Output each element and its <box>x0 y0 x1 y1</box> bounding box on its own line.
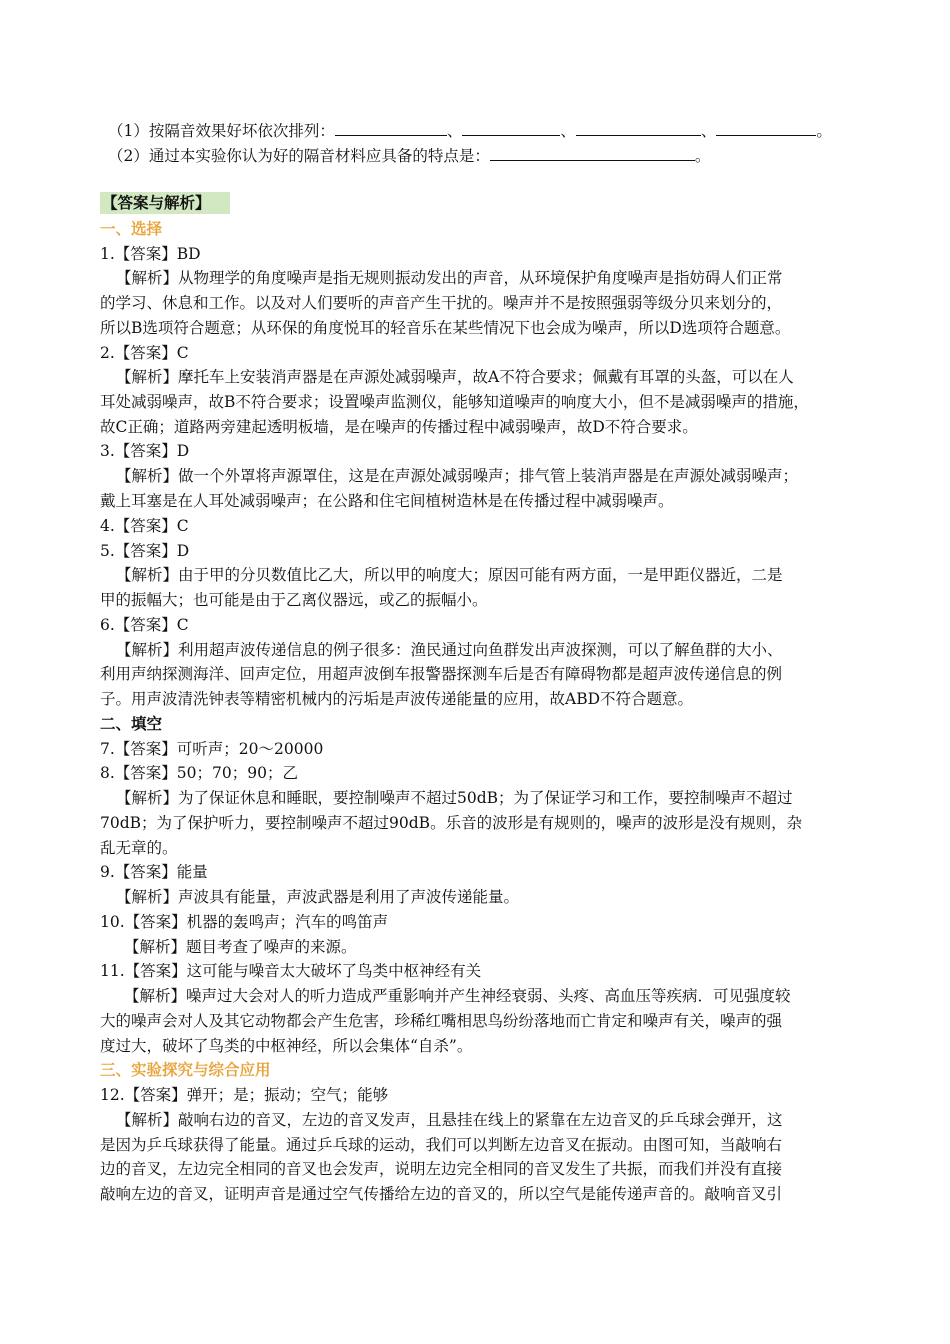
explanation-line: 【解析】做一个外罩将声源罩住，这是在声源处减弱噪声；排气管上装消声器是在声源处减弱噪声； <box>116 467 799 485</box>
answer-10: 10.【答案】机器的轰鸣声；汽车的鸣笛声 <box>100 913 389 931</box>
answer-4: 4.【答案】C <box>100 517 189 535</box>
explanation-line: 度过大，破坏了鸟类的中枢神经，所以会集体“自杀”。 <box>100 1037 473 1055</box>
blank-2[interactable] <box>462 120 560 136</box>
explanation-line: 乱无章的。 <box>100 839 178 857</box>
answer-5: 5.【答案】D <box>100 542 190 560</box>
section-title-1: 一、选择 <box>100 220 163 238</box>
answer-7: 7.【答案】可听声；20～20000 <box>100 740 324 758</box>
answer-3: 3.【答案】D <box>100 442 190 460</box>
separator: 、 <box>560 122 576 140</box>
explanation-line: 【解析】由于甲的分贝数值比乙大，所以甲的响度大；原因可能有两方面，一是甲距仪器近，二是 <box>116 566 783 584</box>
explanation-line: 【解析】噪声过大会对人的听力造成严重影响并产生神经衰弱、头疼、高血压等疾病．可见强度较 <box>124 987 791 1005</box>
explanation-line: 【解析】声波具有能量，声波武器是利用了声波传递能量。 <box>116 888 520 906</box>
explanation-line: 【解析】为了保证休息和睡眠，要控制噪声不超过50dB；为了保证学习和工作，要控制噪声不超过 <box>116 789 793 807</box>
explanation-line: 是因为乒乓球获得了能量。通过乒乓球的运动，我们可以判断左边音叉在振动。由图可知，当敲响右 <box>100 1136 783 1154</box>
answer-8: 8.【答案】50；70；90；乙 <box>100 764 298 782</box>
answer-12: 12.【答案】弹开；是；振动；空气；能够 <box>100 1086 389 1104</box>
answer-11: 11.【答案】这可能与噪音太大破坏了鸟类中枢神经有关 <box>100 962 482 980</box>
question-2-text: （2）通过本实验你认为好的隔音材料应具备的特点是： <box>108 147 490 165</box>
separator: 、 <box>700 122 717 140</box>
blank-5[interactable] <box>490 145 695 161</box>
question-1-text: （1）按隔音效果好坏依次排列： <box>108 122 335 140</box>
explanation-line: 子。用声波清洗钟表等精密机械内的污垢是声波传递能量的应用，故ABD不符合题意。 <box>100 690 694 708</box>
explanation-line: 【解析】利用超声波传递信息的例子很多：渔民通过向鱼群发出声波探测，可以了解鱼群的大小、 <box>116 641 783 659</box>
explanation-line: 【解析】从物理学的角度噪声是指无规则振动发出的声音，从环境保护角度噪声是指妨碍人们正常 <box>116 269 783 287</box>
answer-banner <box>100 192 230 214</box>
blank-4[interactable] <box>716 120 816 136</box>
explanation-line: 耳处减弱噪声，故B不符合要求；设置噪声监测仪，能够知道噪声的响度大小，但不是减弱噪声的措施， <box>100 393 809 411</box>
answer-banner-label: 【答案与解析】 <box>102 194 211 212</box>
explanation-line: 【解析】敲响右边的音叉，左边的音叉发声，且悬挂在线上的紧靠在左边音叉的乒乓球会弹开，这 <box>116 1111 783 1129</box>
explanation-line: 利用声纳探测海洋、回声定位，用超声波倒车报警器探测车后是否有障碍物都是超声波传递信息的例 <box>100 665 783 683</box>
explanation-line: 敲响左边的音叉，证明声音是通过空气传播给左边的音叉的，所以空气是能传递声音的。敲响音叉引 <box>100 1185 783 1203</box>
question-1 <box>108 120 832 141</box>
explanation-line: 的学习、休息和工作。以及对人们要听的声音产生干扰的。噪声并不是按照强弱等级分贝来划分的， <box>100 294 783 312</box>
explanation-line: 【解析】题目考查了噪声的来源。 <box>124 938 357 956</box>
explanation-line: 边的音叉，左边完全相同的音叉也会发声，说明左边完全相同的音叉发生了共振，而我们并没有直接 <box>100 1160 783 1178</box>
blank-1[interactable] <box>335 120 447 136</box>
explanation-line: 故C正确；道路两旁建起透明板墙，是在噪声的传播过程中减弱噪声，故D不符合要求。 <box>100 418 698 436</box>
question-2 <box>108 145 710 166</box>
end-mark: 。 <box>694 147 711 165</box>
answer-1: 1.【答案】BD <box>100 245 201 263</box>
end-mark: 。 <box>816 122 832 140</box>
answer-6: 6.【答案】C <box>100 616 189 634</box>
section-title-3: 三、实验探究与综合应用 <box>100 1061 271 1079</box>
explanation-line: 大的噪声会对人及其它动物都会产生危害，珍稀红嘴相思鸟纷纷落地而亡肯定和噪声有关，噪声的强 <box>100 1012 783 1030</box>
answer-9: 9.【答案】能量 <box>100 863 208 881</box>
answer-2: 2.【答案】C <box>100 344 189 362</box>
explanation-line: 戴上耳塞是在人耳处减弱噪声；在公路和住宅间植树造林是在传播过程中减弱噪声。 <box>100 492 674 510</box>
separator: 、 <box>446 122 463 140</box>
explanation-line: 甲的振幅大；也可能是由于乙离仪器远，或乙的振幅小。 <box>100 591 488 609</box>
explanation-line: 【解析】摩托车上安装消声器是在声源处减弱噪声，故A不符合要求；佩戴有耳罩的头盔，可以在人 <box>116 368 794 386</box>
explanation-line: 70dB；为了保护听力，要控制噪声不超过90dB。乐音的波形是有规则的，噪声的波形是没有规则，杂 <box>100 814 803 832</box>
section-title-2: 二、填空 <box>100 715 163 733</box>
explanation-line: 所以B选项符合题意；从环保的角度悦耳的轻音乐在某些情况下也会成为噪声，所以D选项符合题意。 <box>100 319 791 337</box>
blank-3[interactable] <box>576 120 701 136</box>
